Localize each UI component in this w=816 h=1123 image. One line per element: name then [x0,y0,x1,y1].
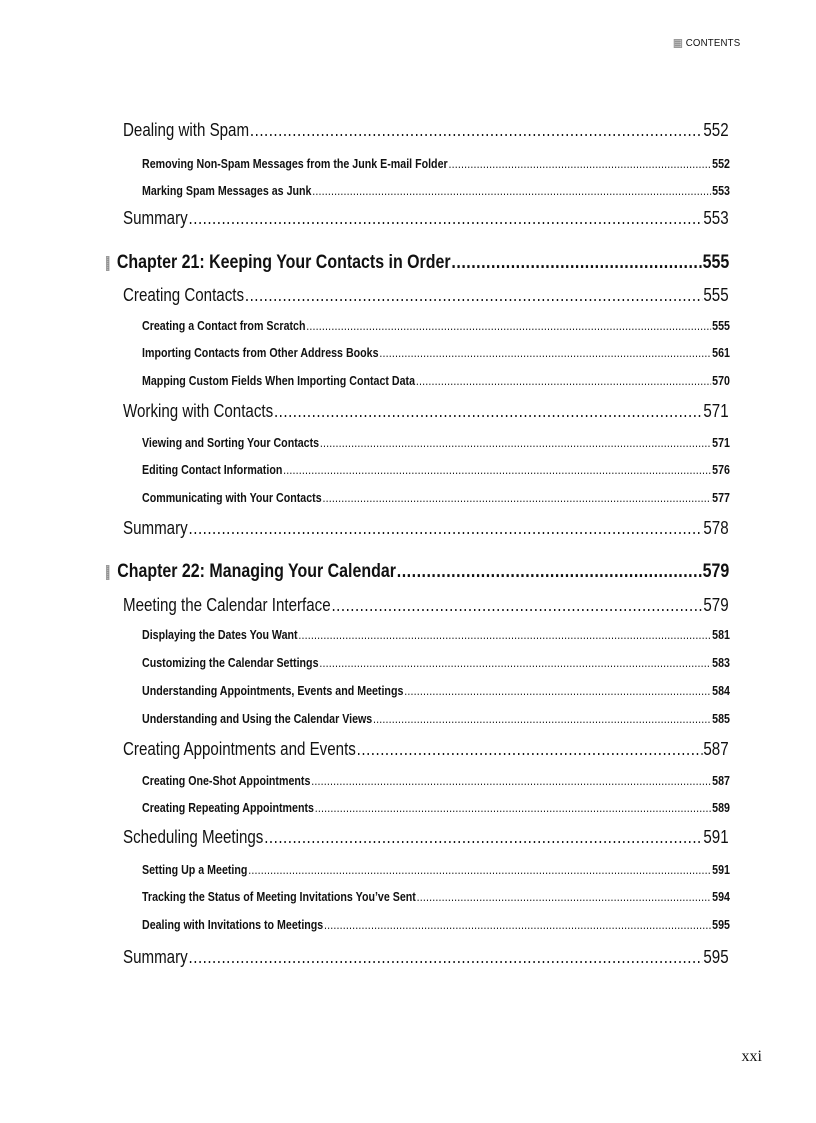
dot-leader [189,208,703,229]
chapter-square-icon [106,565,110,580]
toc-entry-page-number: 552 [703,120,729,140]
dot-leader [298,627,711,642]
toc-chapter-entry [106,252,729,274]
toc-entry-title: Communicating with Your Contacts [142,490,322,505]
dot-leader [264,827,702,848]
toc-subsection-entry [142,627,730,642]
toc-section-entry [123,120,729,141]
dot-leader [283,462,711,477]
square-bullet-icon [673,39,681,48]
toc-subsection-entry [142,889,730,904]
toc-subsection-entry [142,183,730,198]
toc-entry-title: Scheduling Meetings [123,827,264,847]
toc-section-entry [123,827,729,848]
dot-leader [416,373,711,388]
dot-leader [417,889,712,904]
toc-entry-page-number: 594 [712,889,730,904]
toc-entry-page-number: 553 [703,208,729,228]
running-head [673,37,740,49]
toc-section-entry [123,285,729,306]
toc-entry-title: Creating a Contact from Scratch [142,318,306,333]
toc-entry-page-number: 587 [703,739,729,759]
toc-entry-title: Meeting the Calendar Interface [123,595,331,615]
toc-entry-title: Creating Repeating Appointments [142,800,314,815]
toc-entry-title: Marking Spam Messages as Junk [142,183,312,198]
toc-section-entry [123,595,729,616]
toc-entry-title: Setting Up a Meeting [142,862,248,877]
toc-entry-title: Chapter 21: Keeping Your Contacts in Order [116,252,451,273]
toc-subsection-entry [142,318,730,333]
dot-leader [320,435,711,450]
toc-entry-title: Understanding and Using the Calendar Views [142,711,373,726]
toc-subsection-entry [142,655,730,670]
dot-leader [331,595,702,616]
toc-entry-page-number: 583 [712,655,730,670]
toc-entry-page-number: 591 [712,862,730,877]
toc-section-entry [123,401,729,422]
toc-entry-page-number: 591 [703,827,729,847]
toc-entry-page-number: 553 [712,183,730,198]
toc-subsection-entry [142,773,730,788]
toc-entry-title: Tracking the Status of Meeting Invitations You’ve Sent [142,889,416,904]
chapter-square-icon [106,256,109,271]
toc-entry-page-number: 579 [703,595,729,615]
toc-entry-title: Mapping Custom Fields When Importing Contact Data [142,373,416,388]
dot-leader [448,156,711,171]
toc-entry-page-number: 571 [712,435,730,450]
toc-entry-page-number: 595 [712,917,730,932]
toc-entry-title: Summary [123,208,188,228]
toc-subsection-entry [142,862,730,877]
toc-entry-title: Dealing with Invitations to Meetings [142,917,324,932]
toc-entry-title: Working with Contacts [123,401,274,421]
toc-entry-title: Customizing the Calendar Settings [142,655,319,670]
toc-subsection-entry [142,156,730,171]
dot-leader [311,773,711,788]
dot-leader [397,561,702,583]
toc-entry-title: Importing Contacts from Other Address Books [142,345,379,360]
dot-leader [189,518,703,539]
dot-leader [357,739,703,760]
toc-subsection-entry [142,711,730,726]
toc-entry-page-number: 578 [703,518,729,538]
toc-subsection-entry [142,435,730,450]
toc-entry-title: Viewing and Sorting Your Contacts [142,435,320,450]
toc-section-entry [123,518,729,539]
page-number: xxi [741,1048,762,1065]
toc-entry-title: Editing Contact Information [142,462,283,477]
toc-entry-title: Summary [123,947,188,967]
dot-leader [404,683,711,698]
toc-entry-title: Displaying the Dates You Want [142,627,298,642]
toc-entry-title: Creating One-Shot Appointments [142,773,311,788]
dot-leader [189,947,703,968]
toc-entry-title: Creating Appointments and Events [123,739,356,759]
toc-subsection-entry [142,373,730,388]
toc-subsection-entry [142,490,730,505]
toc-section-entry [123,947,729,968]
toc-entry-title: Chapter 22: Managing Your Calendar [117,561,396,582]
toc-entry-page-number: 552 [712,156,730,171]
dot-leader [250,120,703,141]
toc-entry-page-number: 585 [712,711,730,726]
toc-entry-page-number: 555 [702,252,730,273]
dot-leader [379,345,711,360]
running-head-text: CONTENTS [685,37,740,49]
toc-entry-page-number: 581 [712,627,730,642]
toc-entry-page-number: 587 [712,773,730,788]
toc-subsection-entry [142,683,730,698]
toc-entry-page-number: 571 [703,401,729,421]
toc-subsection-entry [142,800,730,815]
dot-leader [315,800,712,815]
dot-leader [248,862,711,877]
toc-entry-title: Creating Contacts [123,285,245,305]
dot-leader [324,917,711,932]
toc-entry-page-number: 595 [703,947,729,967]
toc-section-entry [123,208,729,229]
dot-leader [274,401,703,422]
dot-leader [306,318,711,333]
dot-leader [322,490,711,505]
toc-section-entry [123,739,729,760]
toc-entry-title: Removing Non-Spam Messages from the Junk E-mail Folder [142,156,448,171]
toc-entry-title: Dealing with Spam [123,120,250,140]
toc-entry-page-number: 555 [703,285,729,305]
toc-entry-page-number: 584 [712,683,730,698]
toc-entry-page-number: 555 [712,318,730,333]
toc-entry-title: Summary [123,518,188,538]
toc-chapter-entry [106,561,729,583]
toc-subsection-entry [142,462,730,477]
toc-subsection-entry [142,345,730,360]
toc-entry-page-number: 570 [712,373,730,388]
toc-entry-page-number: 577 [712,490,730,505]
toc-entry-page-number: 589 [712,800,730,815]
toc-entry-page-number: 561 [712,345,730,360]
dot-leader [451,252,701,274]
dot-leader [319,655,711,670]
dot-leader [373,711,711,726]
toc-entry-page-number: 576 [712,462,730,477]
toc-entry-page-number: 579 [702,561,730,582]
dot-leader [245,285,703,306]
dot-leader [312,183,711,198]
toc-subsection-entry [142,917,730,932]
toc-entry-title: Understanding Appointments, Events and Meetings [142,683,404,698]
